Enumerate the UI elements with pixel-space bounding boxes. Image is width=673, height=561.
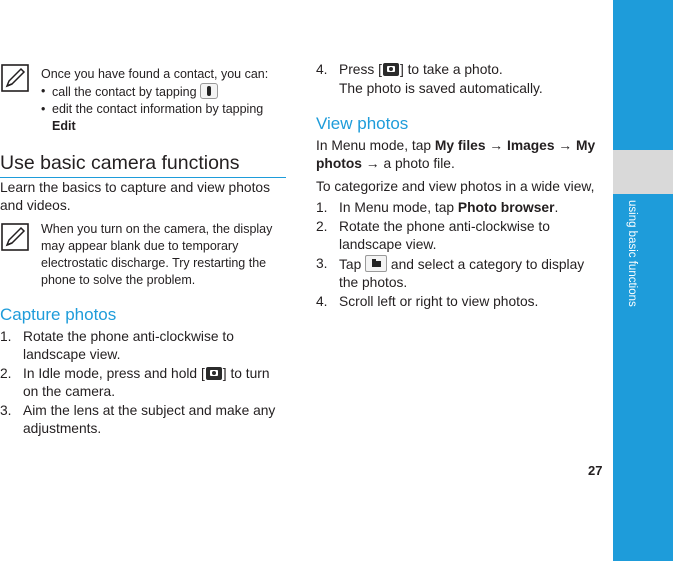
step-item: 2. Rotate the phone anti-clockwise to landscape view.	[316, 219, 550, 252]
note-bullet: • call the contact by tapping	[41, 83, 286, 101]
camera-key-icon	[206, 367, 222, 380]
chapter-tab-marker	[613, 150, 673, 194]
edit-label: Edit	[52, 119, 76, 133]
contact-note	[41, 66, 286, 135]
categorize-intro: To categorize and view photos in a wide view,	[316, 179, 595, 194]
page-number: 27	[588, 463, 603, 478]
capture-photos-heading: Capture photos	[0, 305, 117, 324]
camera-note: When you turn on the camera, the display may appear blank due to temporary electrostatic discharge. Try restarting the phone to solve the problem.	[41, 222, 273, 287]
section-intro: Learn the basics to capture and view photos and videos.	[0, 180, 270, 213]
step-item: 3. Aim the lens at the subject and make any adjustments.	[0, 403, 276, 436]
note-icon	[1, 223, 29, 251]
step-item: 2. In Idle mode, press and hold [ ] to turn on the camera.	[0, 366, 270, 399]
chapter-sidebar	[613, 0, 673, 561]
call-key-icon	[200, 83, 218, 99]
step-item: 4. Scroll left or right to view photos.	[316, 294, 539, 309]
view-steps	[316, 199, 596, 312]
step-item: 4. Press [ ] to take a photo.	[316, 62, 503, 77]
capture-steps-continued	[316, 61, 606, 80]
chapter-title: using basic functions	[626, 200, 638, 307]
step-item: 1. In Menu mode, tap Photo browser.	[316, 200, 559, 215]
view-photos-heading: View photos	[316, 114, 409, 133]
capture-steps	[0, 328, 286, 439]
section-title: Use basic camera functions	[0, 152, 240, 174]
camera-key-icon	[383, 63, 399, 76]
note-intro: Once you have found a contact, you can:	[41, 67, 269, 81]
step-item: 1. Rotate the phone anti-clockwise to landscape view.	[0, 329, 234, 362]
view-photos-path: In Menu mode, tap My files → Images → My photos → a photo file.	[316, 138, 596, 171]
note-icon	[1, 64, 29, 92]
folder-icon	[365, 255, 387, 272]
step-result: The photo is saved automatically.	[339, 81, 543, 96]
step-item: 3. Tap and select a category to display the photos.	[316, 256, 585, 290]
note-bullet: • edit the contact information by tapping Edit	[41, 102, 264, 133]
section-divider	[0, 177, 286, 178]
